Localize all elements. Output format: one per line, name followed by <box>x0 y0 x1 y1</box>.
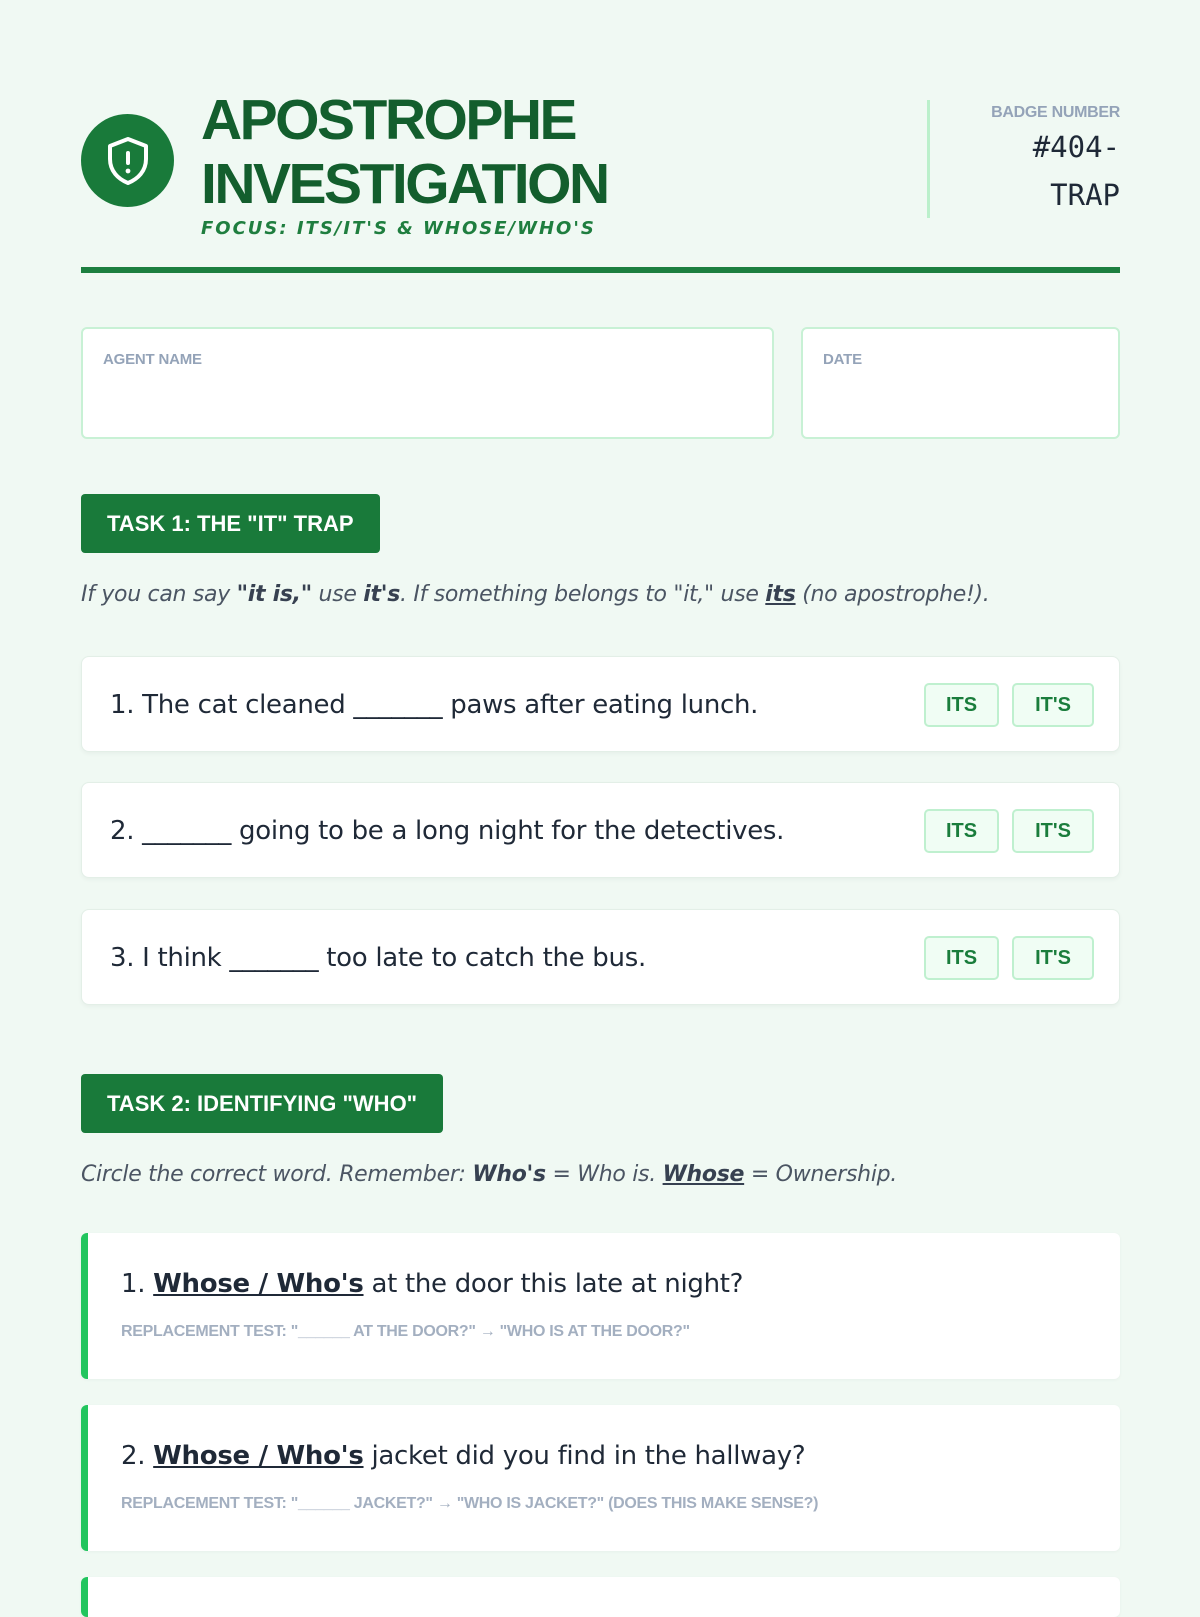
replacement-test-hint: REPLACEMENT TEST: "______ AT THE DOOR?" → "WHO IS AT THE DOOR?" <box>121 1323 690 1340</box>
task2-question-3-partial <box>81 1577 1120 1617</box>
agent-name-field[interactable] <box>81 327 774 439</box>
task2-question-1 <box>81 1233 1120 1379</box>
task1-instruction: If you can say "it is," use it's. If something belongs to "it," use its (no apostrophe!). <box>81 582 990 607</box>
header-divider <box>81 267 1120 273</box>
question-text: 2. Whose / Who's jacket did you find in the hallway? <box>121 1441 806 1471</box>
whose-whos-choice[interactable]: Whose / Who's <box>153 1269 364 1299</box>
option-its-button[interactable]: ITS <box>924 683 999 727</box>
task1-header: TASK 1: THE "IT" TRAP <box>81 494 380 553</box>
replacement-test-hint: REPLACEMENT TEST: "______ JACKET?" → "WHO IS JACKET?" (DOES THIS MAKE SENSE?) <box>121 1495 819 1512</box>
page-subtitle: FOCUS: ITS/IT'S & WHOSE/WHO'S <box>201 218 596 239</box>
shield-alert-icon <box>81 114 174 207</box>
option-its-button[interactable]: ITS <box>924 936 999 980</box>
title-line-1: APOSTROPHE <box>201 88 576 152</box>
question-text: 2. _______ going to be a long night for the detectives. <box>110 816 785 846</box>
badge-block <box>927 100 1120 218</box>
badge-value-line-1: #404- <box>1032 130 1120 164</box>
agent-name-label: AGENT NAME <box>103 351 202 368</box>
question-text: 1. Whose / Who's at the door this late at night? <box>121 1269 744 1299</box>
question-text: 3. I think _______ too late to catch the bus. <box>110 943 646 973</box>
badge-label: BADGE NUMBER <box>991 104 1120 121</box>
option-its-button[interactable]: ITS <box>924 809 999 853</box>
task1-question-2 <box>81 782 1120 878</box>
date-field[interactable] <box>801 327 1120 439</box>
worksheet-header <box>81 88 1120 238</box>
option-its-contraction-button[interactable]: IT'S <box>1012 936 1094 980</box>
question-text: 1. The cat cleaned _______ paws after eating lunch. <box>110 690 759 720</box>
page-title <box>201 88 841 239</box>
badge-value-line-2: TRAP <box>1050 178 1120 212</box>
task2-question-2 <box>81 1405 1120 1551</box>
task1-question-3 <box>81 909 1120 1005</box>
title-line-2: INVESTIGATION <box>201 152 608 216</box>
date-label: DATE <box>823 351 862 368</box>
task2-instruction: Circle the correct word. Remember: Who's = Who is. Whose = Ownership. <box>81 1162 897 1187</box>
task2-header: TASK 2: IDENTIFYING "WHO" <box>81 1074 443 1133</box>
whose-whos-choice[interactable]: Whose / Who's <box>153 1441 364 1471</box>
task1-question-1 <box>81 656 1120 752</box>
option-its-contraction-button[interactable]: IT'S <box>1012 809 1094 853</box>
option-its-contraction-button[interactable]: IT'S <box>1012 683 1094 727</box>
